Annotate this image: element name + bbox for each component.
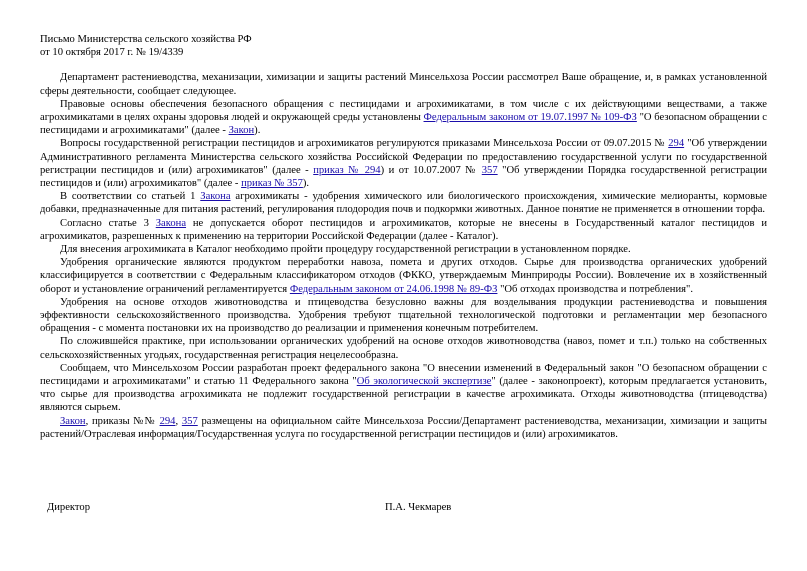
paragraph-text: Сообщаем, что Минсельхозом России разработан проект федерального закона "О внесении изменений в Федеральный закон "О безопасном обращении с пестицидами и агрохимикатами" и статью 11 Федерального закона " xyxy=(40,362,767,388)
document-link[interactable]: 357 xyxy=(481,164,498,176)
paragraph-text: "Об отходах производства и потребления". xyxy=(497,283,693,295)
signature-name: П.А. Чекмарев xyxy=(385,502,452,513)
spacer xyxy=(40,59,767,71)
paragraph-text: Вопросы государственной регистрации пестицидов и агрохимикатов регулируются приказами Минсельхоза России от 09.07.2015 № xyxy=(60,138,669,150)
paragraph-text: ) и от 10.07.2007 № xyxy=(380,164,482,176)
paragraph xyxy=(40,217,767,243)
paragraph xyxy=(40,415,767,441)
paragraph-text: не допускается оборот пестицидов и агрохимикатов, которые не внесены в Государственный каталог пестицидов и агрохимикатов, разрешенных к применению на территории Российской Федерации (далее - Каталог). xyxy=(40,217,767,242)
paragraph xyxy=(40,335,767,361)
document-link[interactable]: Федеральным законом от 19.07.1997 № 109-ФЗ xyxy=(423,112,637,124)
document-link[interactable]: Закона xyxy=(155,217,187,229)
paragraph-text: ). xyxy=(302,178,310,190)
document-link[interactable]: Федеральным законом от 24.06.1998 № 89-ФЗ xyxy=(289,283,498,295)
paragraph-text: " (далее - законопроект), которым предлагается установить, что сырье для производства агрохимиката не подлежит государственной регистрации в качестве агрохимиката. Отходы животноводства (птицеводства) являются сырьем. xyxy=(40,376,767,414)
paragraph xyxy=(40,296,767,336)
document-link[interactable]: 357 xyxy=(181,415,198,427)
paragraph-text: Удобрения на основе отходов животноводства и птицеводства безусловно важны для возделывания продукции растениеводства и повышения эффективности сельскохозяйственного производства. Удобрения требуют тщательной технологической подготовки и регламентации мер безопасного обращения - с момента постановки их на производство до реализации и применения конечным потребителем. xyxy=(40,296,767,335)
paragraph xyxy=(40,98,767,138)
paragraph xyxy=(40,137,767,190)
paragraph xyxy=(40,362,767,415)
document-link[interactable]: 294 xyxy=(668,138,685,150)
document-link[interactable]: Об экологической экспертизе xyxy=(356,376,492,388)
document-link[interactable]: приказ № 357 xyxy=(241,178,303,190)
document-body xyxy=(40,33,767,441)
paragraph-text: , xyxy=(175,415,182,427)
document-link[interactable]: Закона xyxy=(200,191,231,203)
paragraph-text: В соответствии со статьей 1 xyxy=(60,191,201,203)
doc-date-number: от 10 октября 2017 г. № 19/4339 xyxy=(40,47,184,59)
paragraph xyxy=(40,243,767,256)
paragraph-text: ). xyxy=(254,125,261,137)
paragraph xyxy=(40,190,767,216)
paragraph-text: Согласно статье 3 xyxy=(60,217,156,229)
signature-position: Директор xyxy=(47,502,90,513)
paragraph-text: Для внесения агрохимиката в Каталог необходимо пройти процедуру государственной регистрации в установленном порядке. xyxy=(60,244,631,256)
document-link[interactable]: 294 xyxy=(159,415,176,427)
paragraph xyxy=(40,71,767,97)
paragraph-text: "Об утверждении Административного регламента Министерства сельского хозяйства Российской Федерации по предоставлению государственной услуги по государственной регистрации пестицидов и (или) агрохимикатов" (далее - xyxy=(40,138,767,176)
paragraph-text: "О безопасном обращении с пестицидами и агрохимикатами" (далее - xyxy=(40,112,767,137)
paragraph-text: Департамент растениеводства, механизации, химизации и защиты растений Минсельхоза России рассмотрел Ваше обращение, и, в рамках установленной сферы деятельности, сообщает следующее. xyxy=(40,72,767,97)
document-link[interactable]: Закон xyxy=(60,415,86,427)
paragraph-text: Удобрения органические являются продуктом переработки навоза, помета и других отходов. Сырье для производства органических удобрений классифицируется в соответствии с Федеральным классификатором отходов (ФККО, утверждаемым Минприроды России). Вовлечение их в хозяйственный оборот и установление ограничений регламентируется xyxy=(40,257,767,295)
paragraph-text: "Об утверждении Порядка государственной регистрации пестицидов и (или) агрохимикатов" (далее - xyxy=(40,164,767,190)
paragraph-text: , приказы №№ xyxy=(85,415,160,427)
paragraph-text: По сложившейся практике, при использовании органических удобрений на основе отходов животноводства (навоз, помет и т.п.) только на собственных сельскохозяйственных угодьях, государственная регистрация нецелесообразна. xyxy=(40,336,767,361)
document-link[interactable]: Закон xyxy=(228,125,255,137)
document-link[interactable]: приказ № 294 xyxy=(313,164,381,176)
paragraph-text: агрохимикаты - удобрения химического или биологического происхождения, химические мелиоранты, кормовые добавки, предназначенные для питания растений, регулирования плодородия почв и подкормки животных. Данное понятие не применяется в отношении торфа. xyxy=(40,191,767,216)
paragraph-text: размещены на официальном сайте Минсельхоза России/Департамент растениеводства, механизации, химизации и защиты растений/Отраслевая информация/Государственная услуга по государственной регистрации пестицидов и (или) агрохимикатов. xyxy=(40,415,767,440)
paragraphs xyxy=(40,71,767,441)
paragraph-text: Правовые основы обеспечения безопасного обращения с пестицидами и агрохимикатами, в том числе с их действующими веществами, а также агрохимикатами в целях охраны здоровья людей и окружающей среды установлены xyxy=(40,98,767,124)
doc-title: Письмо Министерства сельского хозяйства РФ xyxy=(40,34,252,45)
paragraph xyxy=(40,256,767,296)
